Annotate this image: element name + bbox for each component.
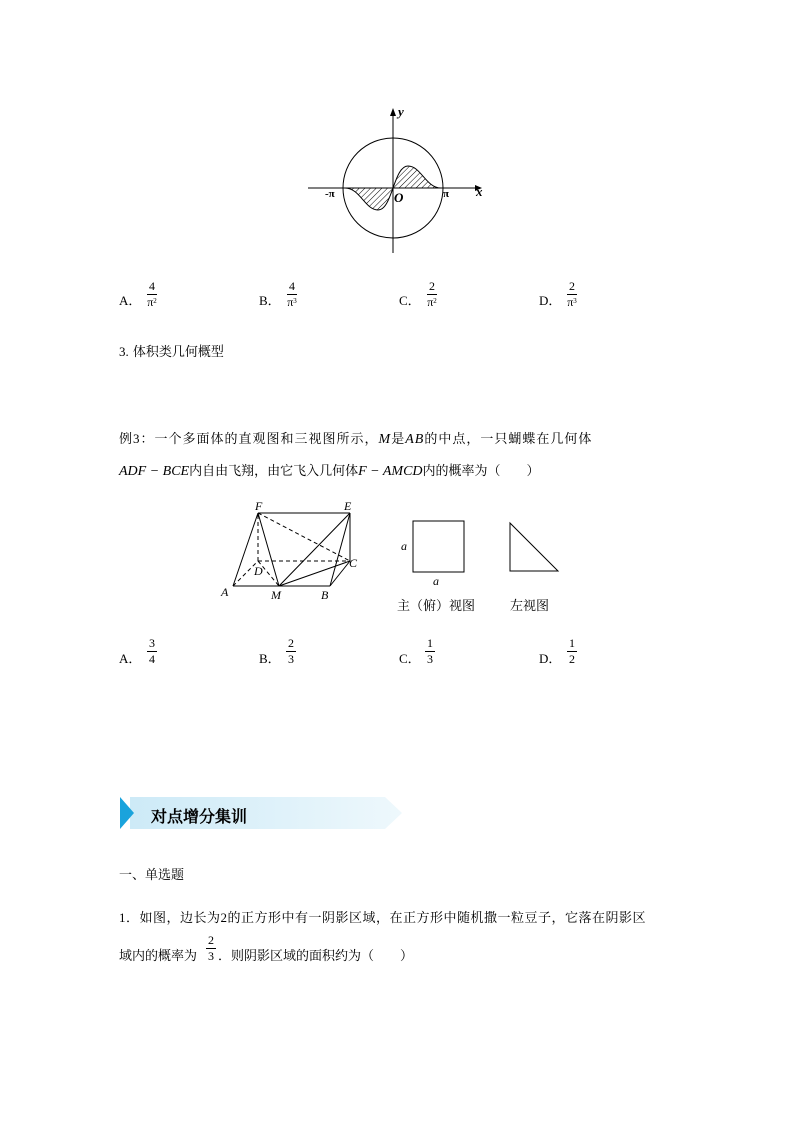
shaded-region-negative [345, 188, 393, 210]
numerator: 4 [149, 279, 155, 293]
option-letter: A． [119, 293, 142, 308]
numerator: 3 [149, 636, 155, 650]
example-text-4: 内的概率为（ ） [422, 464, 540, 479]
option-letter: B． [259, 293, 281, 308]
example-number: 3 [133, 431, 141, 446]
denominator: 3 [427, 652, 433, 666]
section-title: 体积类几何概型 [132, 345, 224, 360]
y-axis-arrow [390, 108, 396, 116]
point-m: M [378, 432, 392, 447]
denominator: 3 [208, 949, 214, 963]
label-c: C [349, 556, 358, 570]
example-text-1: 一个多面体的直观图和三视图所示， [154, 432, 379, 447]
left-view-caption: 左视图 [510, 599, 550, 614]
single-choice-heading: 一、单选题 [119, 868, 185, 883]
option-letter: D． [539, 293, 562, 308]
example-prefix: 例 [119, 432, 134, 447]
circle-sine-figure [300, 100, 500, 260]
segment-ab: AB [405, 432, 425, 447]
question-text-3: 域内的概率为 [119, 949, 198, 964]
denominator: 4 [149, 652, 155, 666]
denominator: π [287, 295, 294, 309]
option-b-fraction [287, 280, 297, 309]
option-letter: C． [399, 651, 421, 666]
side-a-bottom: a [433, 574, 439, 588]
option-b-fraction [286, 637, 296, 666]
numerator: 1 [427, 636, 433, 650]
probability-fraction [206, 934, 216, 963]
example-text-3: 内自由飞翔，由它飞入几何体 [189, 464, 359, 479]
solid-name: ADF − BCE [119, 464, 190, 479]
numerator: 2 [429, 279, 435, 293]
option-c-fraction [427, 280, 437, 309]
option-a-fraction [147, 637, 157, 666]
denominator: π [147, 295, 154, 309]
polyhedron-figure [215, 495, 365, 605]
is-word: 是 [391, 432, 406, 447]
exponent: 3 [573, 297, 577, 305]
question-text-1: 如图，边长为 [139, 911, 221, 926]
exponent: 2 [153, 297, 157, 305]
side-a-left: a [401, 539, 407, 553]
option-c-fraction [425, 637, 435, 666]
shaded-region-positive [393, 166, 441, 188]
label-b: B [321, 588, 329, 602]
numerator: 4 [289, 279, 295, 293]
example-colon: ： [140, 432, 155, 447]
example-3-line-2 [119, 460, 540, 480]
example-text-2: 的中点，一只蝴蝶在几何体 [424, 432, 593, 447]
front-view-square [395, 515, 475, 590]
label-d: D [254, 564, 263, 578]
neg-pi-label: -π [325, 188, 335, 200]
option-a-fraction [147, 280, 157, 309]
exponent: 3 [293, 297, 297, 305]
numerator: 1 [569, 636, 575, 650]
x-label: x [476, 184, 483, 199]
option-letter: B． [259, 651, 281, 666]
pi-label: π [443, 188, 450, 200]
question-1-line-1 [119, 907, 646, 926]
option-d-fraction [567, 637, 577, 666]
option-letter: C． [399, 293, 421, 308]
question-1-line-2-end: ．则阴影区域的面积约为（ ） [218, 949, 414, 964]
label-m: M [271, 588, 281, 602]
section-3-heading [119, 341, 224, 360]
denominator: π [567, 295, 574, 309]
option-letter: D． [539, 651, 562, 666]
denominator: 3 [288, 652, 294, 666]
exponent: 2 [433, 297, 437, 305]
banner-title: 对点增分集训 [151, 807, 248, 826]
label-a: A [221, 585, 229, 599]
denominator: π [427, 295, 434, 309]
label-f: F [255, 499, 263, 513]
section-number: 3. [119, 344, 129, 359]
y-label: y [398, 104, 404, 119]
question-number: 1． [119, 910, 140, 925]
example-3-line-1 [119, 428, 592, 448]
origin-label: O [394, 190, 404, 205]
label-e: E [344, 499, 352, 513]
numerator: 2 [208, 933, 214, 947]
left-view-triangle [505, 518, 565, 578]
option-d-fraction [567, 280, 577, 309]
denominator: 2 [569, 652, 575, 666]
front-view-caption: 主（俯）视图 [397, 599, 476, 614]
option-letter: A． [119, 651, 142, 666]
numerator: 2 [288, 636, 294, 650]
side-length: 2 [220, 910, 228, 925]
sub-solid-name: F − AMCD [358, 464, 423, 479]
question-text-2: 的正方形中有一阴影区域，在正方形中随机撒一粒豆子，它落在阴影区 [227, 911, 647, 926]
numerator: 2 [569, 279, 575, 293]
question-1-line-2 [119, 945, 197, 964]
